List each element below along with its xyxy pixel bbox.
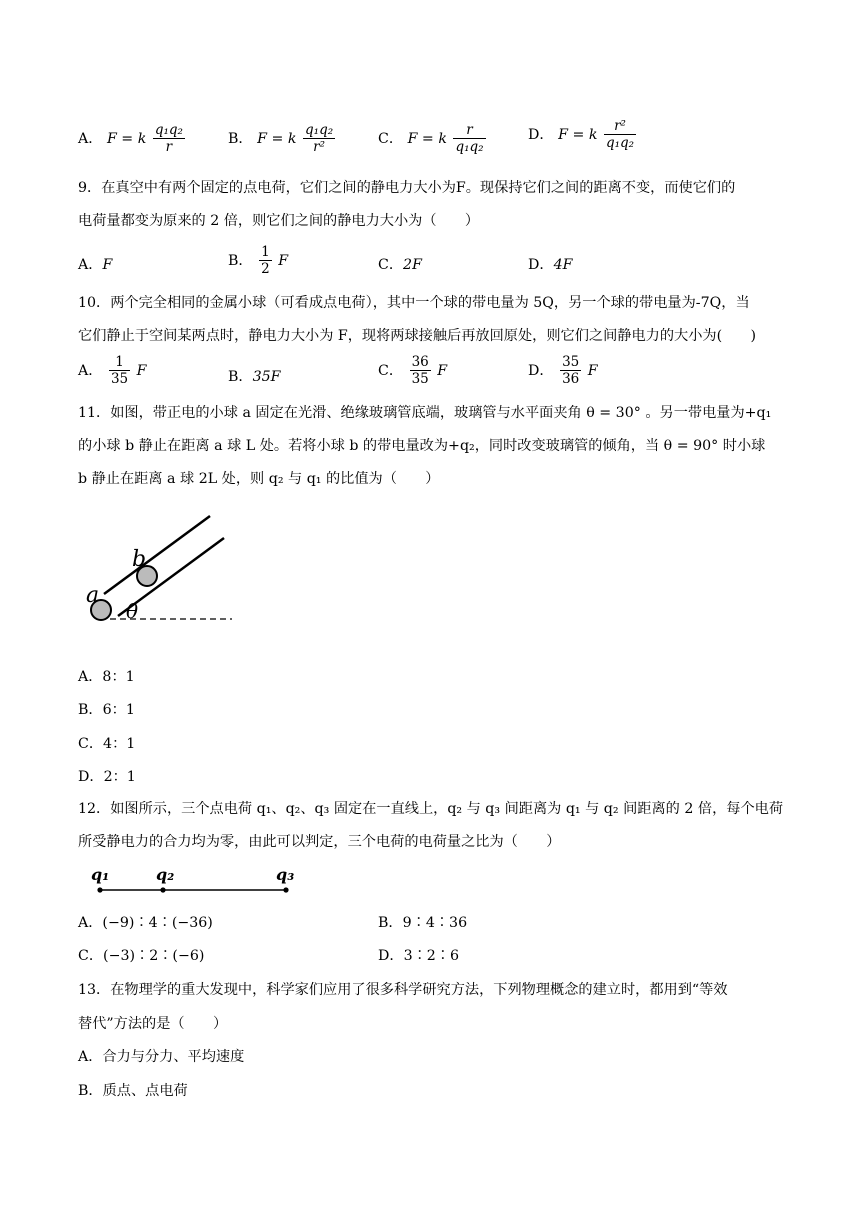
- q12-option-d: D．3∶2∶6: [378, 948, 460, 964]
- label-a: a: [86, 583, 100, 608]
- q8-option-c: C． F = k $\frac{r}{\text{q₁q₂}}$: [378, 122, 484, 155]
- q11-figure: [80, 508, 250, 632]
- label-q2: q₂: [156, 865, 175, 884]
- q10-option-c: C． $\frac{36}{35}$ F: [378, 354, 448, 387]
- q11-option-a: A．8：1: [78, 669, 135, 685]
- q12-stem-line2: 所受静电力的合力均为零，由此可以判定，三个电荷的电荷量之比为（ ）: [78, 834, 561, 850]
- q10-option-a: A． $\frac{1}{35}$ F: [78, 354, 147, 387]
- charge-q2: [160, 887, 165, 892]
- label-q1: q₁: [91, 865, 110, 884]
- q13-option-a: A．合力与分力、平均速度: [78, 1049, 245, 1065]
- q12-option-a: A．(−9)∶4∶(−36): [78, 915, 213, 931]
- q12-figure: [88, 862, 308, 900]
- q11-stem-line1: 11．如图，带正电的小球 a 固定在光滑、绝缘玻璃管底端，玻璃管与水平面夹角 θ = 30° 。另一带电量为+q₁: [78, 405, 772, 421]
- q13-stem-line2: 替代”方法的是（ ）: [78, 1016, 228, 1032]
- q9-option-d: D．4F: [528, 257, 573, 273]
- q12-option-b: B．9∶4∶36: [378, 915, 468, 931]
- q9-option-b: B． $\frac{1}{2}$ F: [228, 244, 289, 277]
- q8-option-d: D． F = k $\frac{\text{r²}}{\text{q₁q₂}}$: [528, 118, 635, 151]
- q10-stem-line1: 10．两个完全相同的金属小球（可看成点电荷），其中一个球的带电量为 5Q，另一个球的带电量为-7Q，当: [78, 295, 750, 311]
- q9-option-c: C．2F: [378, 257, 422, 273]
- q12-option-c: C．(−3)∶2∶(−6): [78, 948, 205, 964]
- charge-q3: [283, 887, 288, 892]
- q10-option-d: D． $\frac{35}{36}$ F: [528, 354, 598, 387]
- q9-stem-line2: 电荷量都变为原来的 2 倍，则它们之间的静电力大小为（ ）: [78, 213, 480, 229]
- q11-option-b: B．6：1: [78, 702, 135, 718]
- q11-stem-line2: 的小球 b 静止在距离 a 球 L 处。若将小球 b 的带电量改为+q₂，同时改变玻璃管的倾角，当 θ = 90° 时小球: [78, 438, 766, 454]
- label-q3: q₃: [276, 865, 295, 884]
- q8-option-a: A． F = k $\frac{\text{q₁q₂}}{r}$: [78, 122, 183, 155]
- q8-option-b: B． F = k $\frac{\text{q₁q₂}}{\text{r²}}$: [228, 122, 334, 155]
- q9-option-a: A．F: [78, 257, 113, 273]
- q13-option-b: B．质点、点电荷: [78, 1083, 188, 1099]
- label-theta: θ: [126, 599, 139, 623]
- q11-option-d: D．2：1: [78, 769, 136, 785]
- q11-stem-line3: b 静止在距离 a 球 2L 处，则 q₂ 与 q₁ 的比值为（ ）: [78, 471, 440, 487]
- q10-stem-line2: 它们静止于空间某两点时，静电力大小为 F，现将两球接触后再放回原处，则它们之间静电力的大小为( ): [78, 328, 757, 344]
- q9-stem-line1: 9．在真空中有两个固定的点电荷，它们之间的静电力大小为F。现保持它们之间的距离不变，而使它们的: [78, 180, 736, 196]
- charge-q1: [97, 887, 102, 892]
- q12-stem-line1: 12．如图所示，三个点电荷 q₁、q₂、q₃ 固定在一直线上，q₂ 与 q₃ 间距离为 q₁ 与 q₂ 间距离的 2 倍，每个电荷: [78, 801, 784, 817]
- label-b: b: [132, 547, 147, 572]
- q10-option-b: B．35F: [228, 369, 281, 385]
- q11-option-c: C．4：1: [78, 736, 136, 752]
- q13-stem-line1: 13．在物理学的重大发现中，科学家们应用了很多科学研究方法，下列物理概念的建立时，都用到“等效: [78, 982, 728, 998]
